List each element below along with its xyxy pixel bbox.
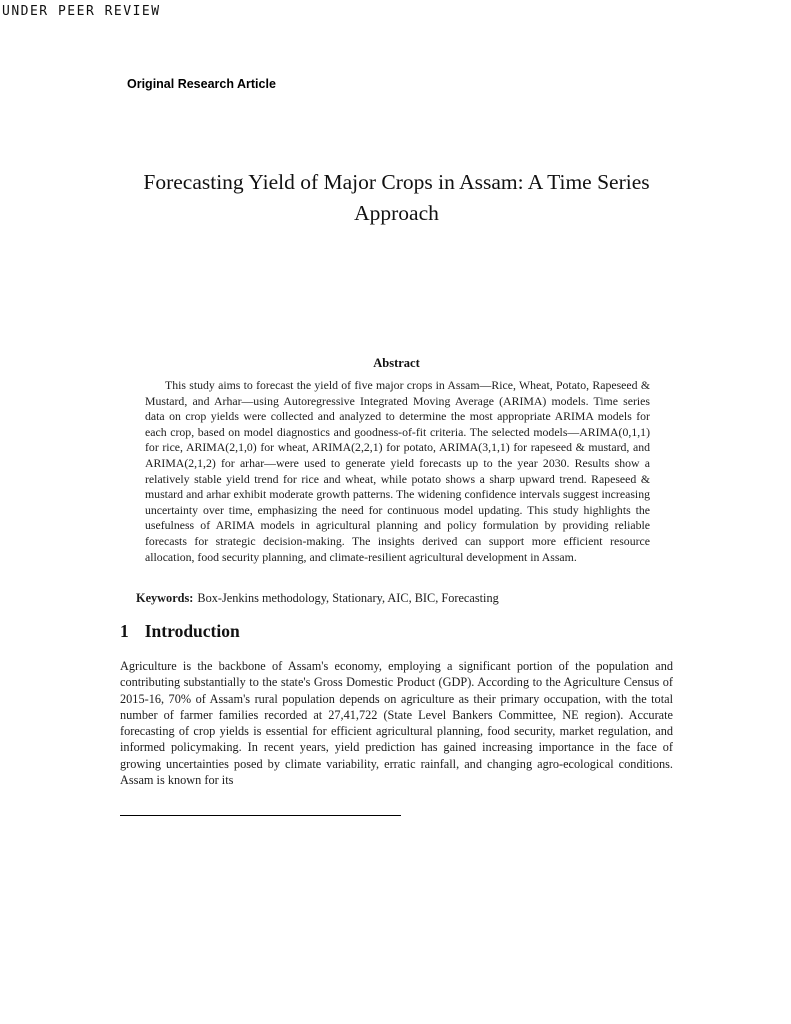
keywords-label: Keywords:	[136, 591, 194, 605]
article-type-label: Original Research Article	[127, 77, 276, 91]
paper-title: Forecasting Yield of Major Crops in Assam: A Time Series Approach	[143, 170, 650, 226]
footnote-rule	[120, 815, 401, 816]
section-1-heading	[120, 621, 240, 642]
section-number: 1	[120, 621, 129, 641]
peer-review-watermark: UNDER PEER REVIEW	[2, 4, 161, 19]
introduction-paragraph: Agriculture is the backbone of Assam's economy, employing a significant portion of the population and contributing substantially to the state's Gross Domestic Product (GDP). According to the Agriculture Census of 2015-16, 70% of Assam's rural population depends on agriculture as their primary occupation, with the total number of farmer families recorded at 27,41,722 (State Level Bankers Committee, NE region). Accurate forecasting of crop yields is essential for efficient agricultural planning, food security, market regulation, and informed policymaking. In recent years, yield prediction has gained increasing importance in the face of growing uncertainties posed by climate variability, erratic rainfall, and changing agro-ecological conditions. Assam is known for its	[120, 659, 673, 788]
keywords-text: Box-Jenkins methodology, Stationary, AIC, BIC, Forecasting	[197, 591, 499, 605]
section-title: Introduction	[144, 621, 240, 641]
keywords-line	[136, 591, 661, 606]
abstract-text: This study aims to forecast the yield of five major crops in Assam—Rice, Wheat, Potato, Rapeseed & Mustard, and Arhar—using Autoregressive Integrated Moving Average (ARIMA) models. Time series data on crop yields were collected and analyzed to determine the most appropriate ARIMA models for each crop, based on model diagnostics and goodness-of-fit criteria. The selected models—ARIMA(0,1,1) for rice, ARIMA(2,1,0) for wheat, ARIMA(2,2,1) for potato, ARIMA(3,1,1) for rapeseed & mustard, and ARIMA(2,1,2) for arhar—were used to generate yield forecasts up to the year 2030. Results show a relatively stable yield trend for rice and wheat, while potato shows a sharp upward trend. Rapeseed & mustard and arhar exhibit moderate growth patterns. The widening confidence intervals suggest increasing uncertainty over time, emphasizing the need for continuous model updating. This study highlights the usefulness of ARIMA models in agricultural planning and policy formulation by providing reliable forecasts for strategic decision-making. The insights derived can support more efficient resource allocation, food security planning, and climate-resilient agricultural development in Assam.	[145, 378, 650, 564]
abstract-heading: Abstract	[373, 356, 420, 370]
